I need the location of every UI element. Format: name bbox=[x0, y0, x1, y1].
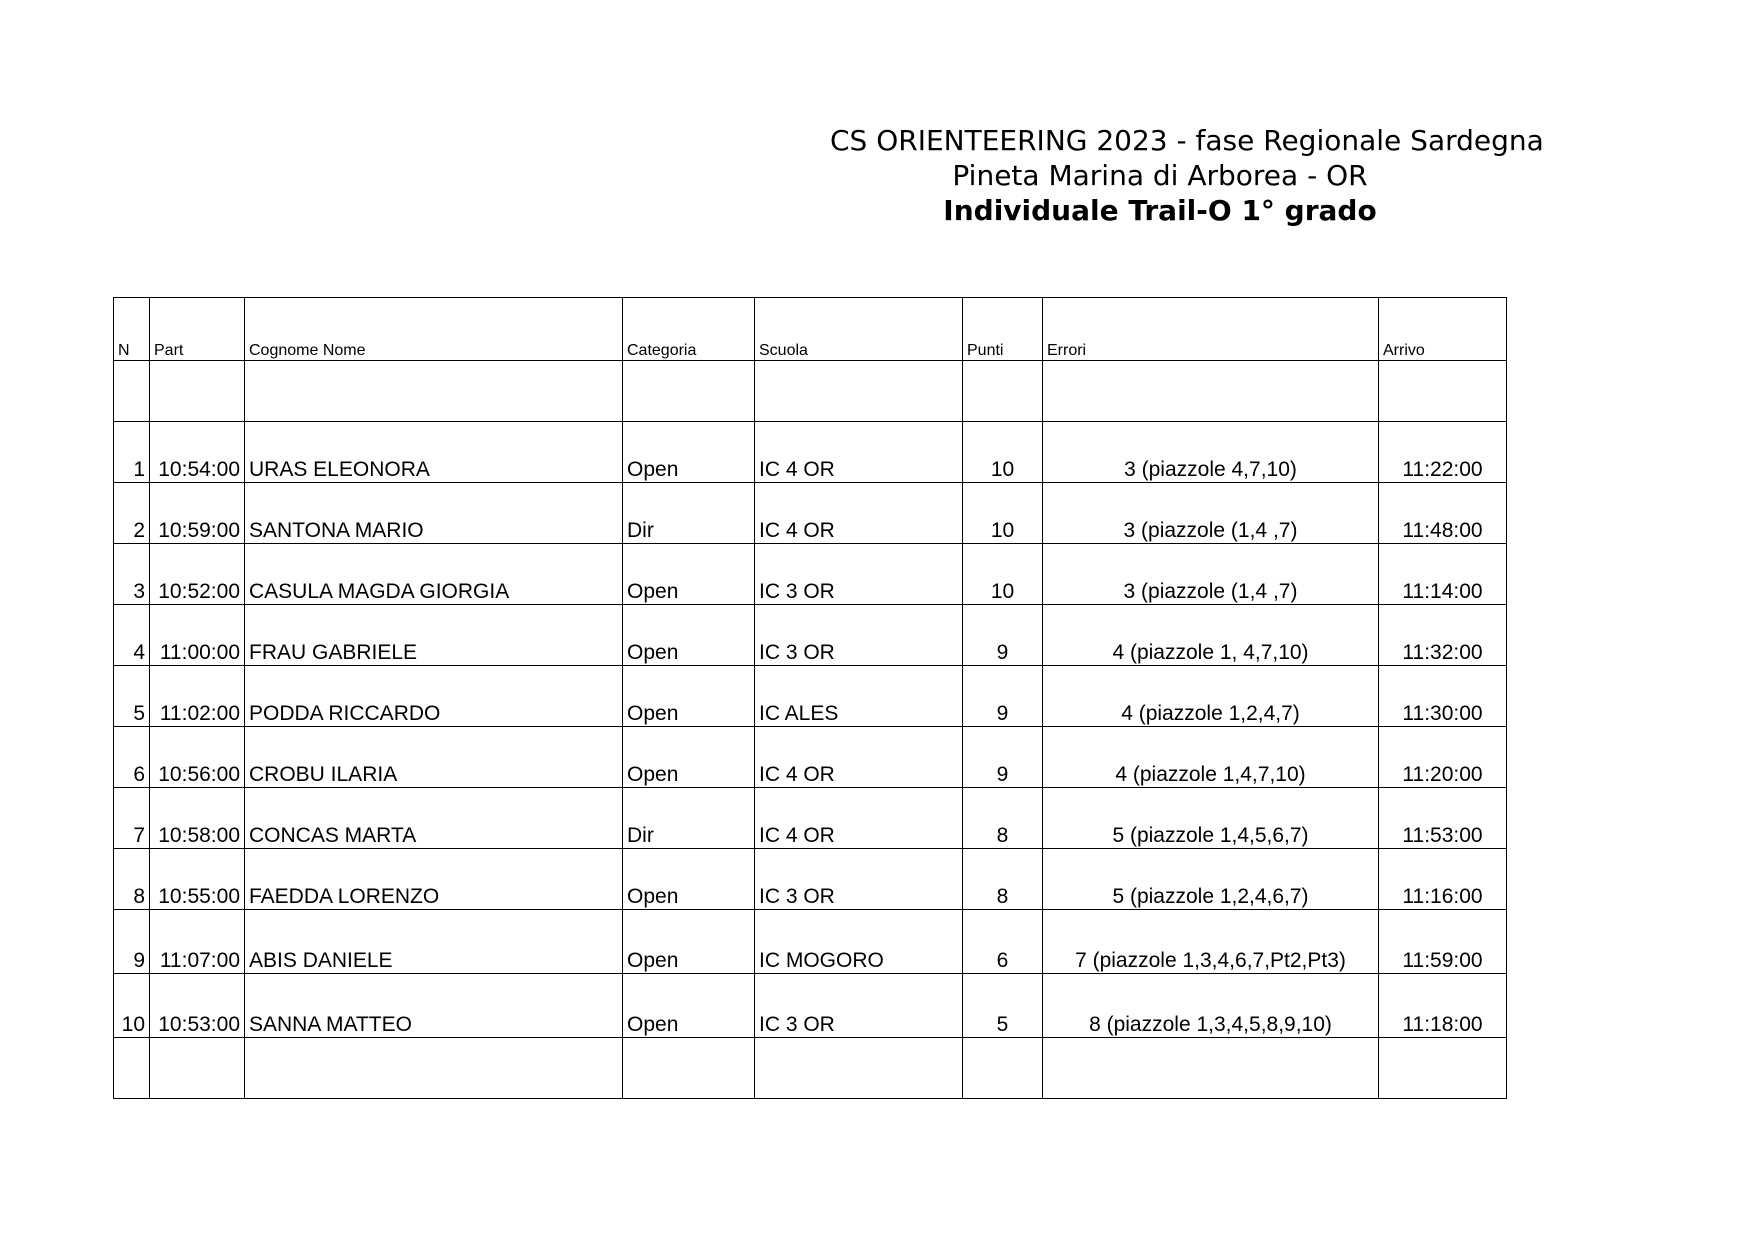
cell-scuola: IC 4 OR bbox=[755, 788, 963, 849]
empty-cell bbox=[245, 361, 623, 422]
cell-errori: 3 (piazzole 4,7,10) bbox=[1043, 422, 1379, 483]
cell-arrivo: 11:32:00 bbox=[1379, 605, 1507, 666]
cell-categoria: Dir bbox=[623, 788, 755, 849]
cell-categoria: Open bbox=[623, 605, 755, 666]
cell-errori: 3 (piazzole (1,4 ,7) bbox=[1043, 544, 1379, 605]
header-arrivo: Arrivo bbox=[1379, 298, 1507, 361]
cell-errori: 4 (piazzole 1, 4,7,10) bbox=[1043, 605, 1379, 666]
cell-part: 10:52:00 bbox=[150, 544, 245, 605]
empty-cell bbox=[245, 1038, 623, 1099]
table-row bbox=[114, 849, 1507, 910]
cell-scuola: IC MOGORO bbox=[755, 910, 963, 974]
cell-part: 10:59:00 bbox=[150, 483, 245, 544]
cell-categoria: Open bbox=[623, 974, 755, 1038]
table-row bbox=[114, 666, 1507, 727]
empty-cell bbox=[755, 1038, 963, 1099]
empty-cell bbox=[755, 361, 963, 422]
empty-cell bbox=[150, 1038, 245, 1099]
empty-cell bbox=[963, 361, 1043, 422]
cell-scuola: IC 4 OR bbox=[755, 483, 963, 544]
empty-cell bbox=[1043, 361, 1379, 422]
header-errori: Errori bbox=[1043, 298, 1379, 361]
cell-errori: 5 (piazzole 1,4,5,6,7) bbox=[1043, 788, 1379, 849]
cell-errori: 5 (piazzole 1,2,4,6,7) bbox=[1043, 849, 1379, 910]
cell-n: 8 bbox=[114, 849, 150, 910]
cell-n: 7 bbox=[114, 788, 150, 849]
cell-punti: 8 bbox=[963, 788, 1043, 849]
cell-categoria: Open bbox=[623, 910, 755, 974]
table-row bbox=[114, 422, 1507, 483]
cell-scuola: IC 3 OR bbox=[755, 605, 963, 666]
cell-errori: 3 (piazzole (1,4 ,7) bbox=[1043, 483, 1379, 544]
cell-categoria: Open bbox=[623, 849, 755, 910]
cell-nome: SANTONA MARIO bbox=[245, 483, 623, 544]
empty-cell bbox=[150, 361, 245, 422]
cell-categoria: Open bbox=[623, 666, 755, 727]
table-row bbox=[114, 544, 1507, 605]
cell-scuola: IC 3 OR bbox=[755, 974, 963, 1038]
table-row bbox=[114, 727, 1507, 788]
cell-nome: CASULA MAGDA GIORGIA bbox=[245, 544, 623, 605]
cell-part: 11:07:00 bbox=[150, 910, 245, 974]
cell-part: 10:58:00 bbox=[150, 788, 245, 849]
cell-punti: 9 bbox=[963, 727, 1043, 788]
table-header-row bbox=[114, 298, 1507, 361]
cell-nome: SANNA MATTEO bbox=[245, 974, 623, 1038]
cell-punti: 8 bbox=[963, 849, 1043, 910]
cell-categoria: Open bbox=[623, 422, 755, 483]
cell-arrivo: 11:30:00 bbox=[1379, 666, 1507, 727]
table-row bbox=[114, 910, 1507, 974]
cell-punti: 9 bbox=[963, 605, 1043, 666]
header-categoria: Categoria bbox=[623, 298, 755, 361]
cell-n: 9 bbox=[114, 910, 150, 974]
results-table bbox=[113, 297, 1507, 1099]
cell-errori: 7 (piazzole 1,3,4,6,7,Pt2,Pt3) bbox=[1043, 910, 1379, 974]
empty-cell bbox=[1043, 1038, 1379, 1099]
cell-categoria: Dir bbox=[623, 483, 755, 544]
header-part: Part bbox=[150, 298, 245, 361]
cell-punti: 6 bbox=[963, 910, 1043, 974]
cell-scuola: IC 3 OR bbox=[755, 849, 963, 910]
cell-arrivo: 11:16:00 bbox=[1379, 849, 1507, 910]
empty-cell bbox=[114, 361, 150, 422]
header-scuola: Scuola bbox=[755, 298, 963, 361]
cell-scuola: IC 3 OR bbox=[755, 544, 963, 605]
cell-nome: FRAU GABRIELE bbox=[245, 605, 623, 666]
empty-cell bbox=[623, 1038, 755, 1099]
cell-part: 11:02:00 bbox=[150, 666, 245, 727]
cell-nome: CONCAS MARTA bbox=[245, 788, 623, 849]
cell-categoria: Open bbox=[623, 544, 755, 605]
cell-nome: PODDA RICCARDO bbox=[245, 666, 623, 727]
table-row bbox=[114, 974, 1507, 1038]
cell-arrivo: 11:22:00 bbox=[1379, 422, 1507, 483]
cell-n: 2 bbox=[114, 483, 150, 544]
document-location: Pineta Marina di Arborea - OR bbox=[952, 159, 1368, 192]
empty-cell bbox=[1379, 361, 1507, 422]
cell-nome: FAEDDA LORENZO bbox=[245, 849, 623, 910]
cell-arrivo: 11:14:00 bbox=[1379, 544, 1507, 605]
cell-n: 4 bbox=[114, 605, 150, 666]
cell-arrivo: 11:48:00 bbox=[1379, 483, 1507, 544]
cell-punti: 10 bbox=[963, 483, 1043, 544]
table-row bbox=[114, 483, 1507, 544]
empty-row bbox=[114, 361, 1507, 422]
empty-cell bbox=[1379, 1038, 1507, 1099]
empty-cell bbox=[963, 1038, 1043, 1099]
cell-part: 11:00:00 bbox=[150, 605, 245, 666]
cell-arrivo: 11:59:00 bbox=[1379, 910, 1507, 974]
cell-arrivo: 11:53:00 bbox=[1379, 788, 1507, 849]
empty-cell bbox=[114, 1038, 150, 1099]
cell-arrivo: 11:18:00 bbox=[1379, 974, 1507, 1038]
cell-categoria: Open bbox=[623, 727, 755, 788]
header-punti: Punti bbox=[963, 298, 1043, 361]
cell-punti: 10 bbox=[963, 422, 1043, 483]
cell-n: 6 bbox=[114, 727, 150, 788]
cell-errori: 8 (piazzole 1,3,4,5,8,9,10) bbox=[1043, 974, 1379, 1038]
cell-punti: 10 bbox=[963, 544, 1043, 605]
cell-n: 10 bbox=[114, 974, 150, 1038]
cell-punti: 9 bbox=[963, 666, 1043, 727]
cell-part: 10:55:00 bbox=[150, 849, 245, 910]
cell-errori: 4 (piazzole 1,4,7,10) bbox=[1043, 727, 1379, 788]
cell-scuola: IC 4 OR bbox=[755, 422, 963, 483]
cell-nome: CROBU ILARIA bbox=[245, 727, 623, 788]
table-row bbox=[114, 605, 1507, 666]
cell-errori: 4 (piazzole 1,2,4,7) bbox=[1043, 666, 1379, 727]
header-n: N bbox=[114, 298, 150, 361]
cell-part: 10:53:00 bbox=[150, 974, 245, 1038]
cell-nome: URAS ELEONORA bbox=[245, 422, 623, 483]
cell-arrivo: 11:20:00 bbox=[1379, 727, 1507, 788]
cell-scuola: IC ALES bbox=[755, 666, 963, 727]
document-title: CS ORIENTEERING 2023 - fase Regionale Sardegna bbox=[830, 124, 1544, 157]
cell-n: 3 bbox=[114, 544, 150, 605]
cell-part: 10:56:00 bbox=[150, 727, 245, 788]
empty-cell bbox=[623, 361, 755, 422]
cell-n: 5 bbox=[114, 666, 150, 727]
cell-nome: ABIS DANIELE bbox=[245, 910, 623, 974]
table-row bbox=[114, 788, 1507, 849]
header-nome: Cognome Nome bbox=[245, 298, 623, 361]
document-subtitle: Individuale Trail-O 1° grado bbox=[943, 194, 1377, 227]
cell-punti: 5 bbox=[963, 974, 1043, 1038]
cell-n: 1 bbox=[114, 422, 150, 483]
cell-scuola: IC 4 OR bbox=[755, 727, 963, 788]
empty-row bbox=[114, 1038, 1507, 1099]
cell-part: 10:54:00 bbox=[150, 422, 245, 483]
